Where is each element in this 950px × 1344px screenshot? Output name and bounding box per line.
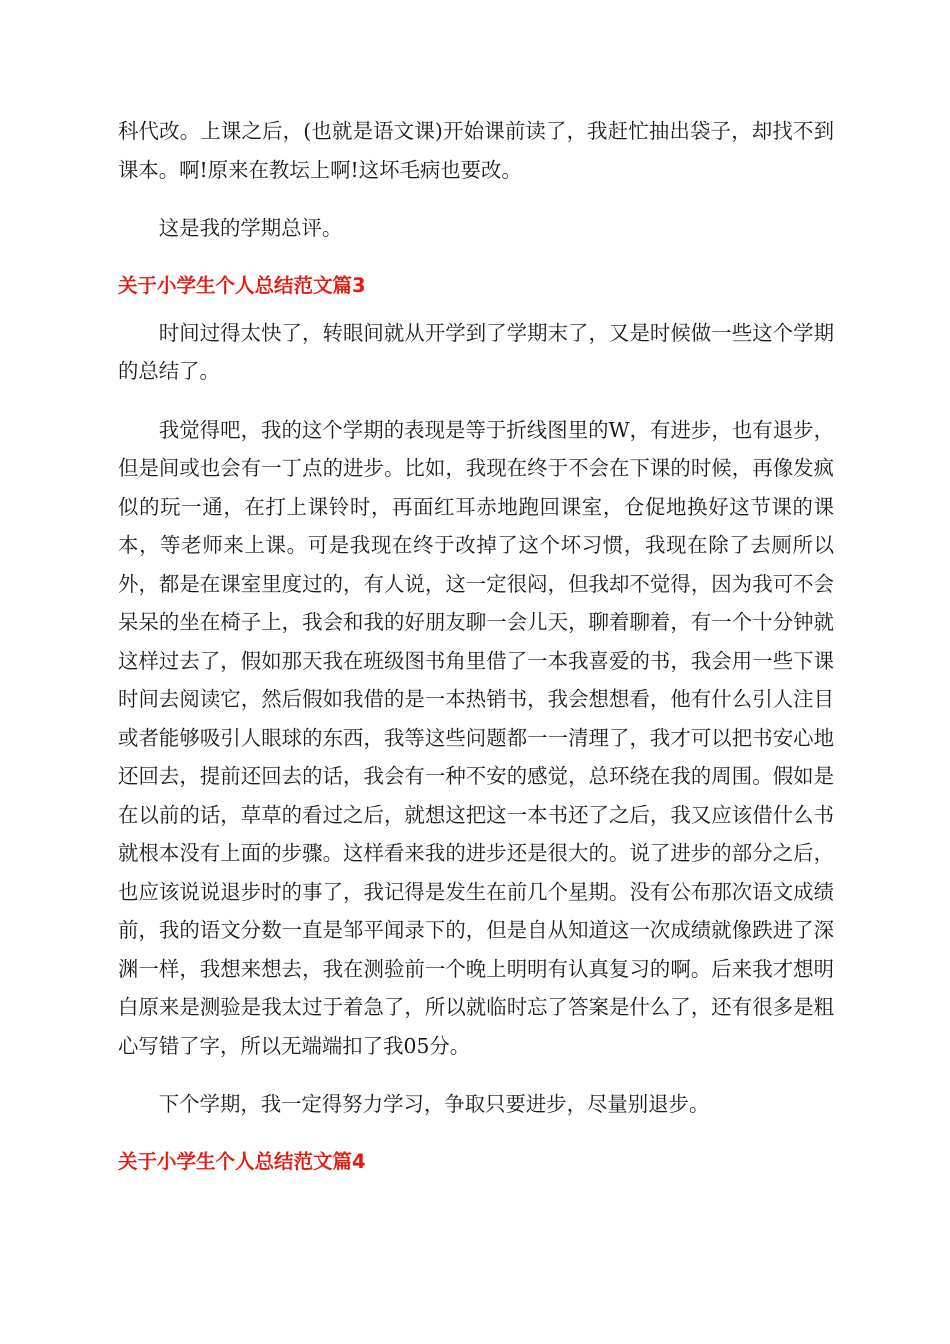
paragraph-intro: 时间过得太快了，转眼间就从开学到了学期末了，又是时候做一些这个学期的总结了。 xyxy=(118,320,834,383)
paragraph-closing: 下个学期，我一定得努力学习，争取只要进步，尽量别退步。 xyxy=(158,1092,710,1116)
document-body xyxy=(118,112,834,1190)
paragraph-main: 我觉得吧，我的这个学期的表现是等于折线图里的W，有进步，也有退步，但是间或也会有一丁点的进步。比如，我现在终于不会在下课的时候，再像发疯似的玩一通，在打上课铃时，再面红耳赤地跑回课室，仓促地换好这节课的课本，等老师来上课。可是我现在终于改掉了这个坏习惯，我现在除了去厕所以外，都是在课室里度过的，有人说，这一定很闷，但我却不觉得，因为我可不会呆呆的坐在椅子上，我会和我的好朋友聊一会儿天，聊着聊着，有一个十分钟就这样过去了，假如那天我在班级图书角里借了一本我喜爱的书，我会用一些下课时间去阅读它，然后假如我借的是一本热销书，我会想想看，他有什么引人注目或者能够吸引人眼球的东西，我等这些问题都一一清理了，我才可以把书安心地还回去，提前还回去的话，我会有一种不安的感觉，总环绕在我的周围。假如是在以前的话，草草的看过之后，就想这把这一本书还了之后，我又应该借什么书就根本没有上面的步骤。这样看来我的进步还是很大的。说了进步的部分之后，也应该说说退步时的事了，我记得是发生在前几个星期。没有公布那次语文成绩前，我的语文分数一直是邹平闻录下的，但是自从知道这一次成绩就像跌进了深渊一样，我想来想去，我在测验前一个晚上明明有认真复习的啊。后来我才想明白原来是测验是我太过于着急了，所以就临时忘了答案是什么了，还有很多是粗心写错了字，所以无端端扣了我05分。 xyxy=(118,417,834,1058)
section-heading-3: 关于小学生个人总结范文篇3 xyxy=(118,273,366,297)
paragraph-summary: 这是我的学期总评。 xyxy=(158,216,343,240)
section-heading-4: 关于小学生个人总结范文篇4 xyxy=(118,1149,366,1173)
paragraph-continued: 科代改。上课之后，(也就是语文课)开始课前读了，我赶忙抽出袋子，却找不到课本。啊!原来在教坛上啊!这坏毛病也要改。 xyxy=(118,119,834,182)
